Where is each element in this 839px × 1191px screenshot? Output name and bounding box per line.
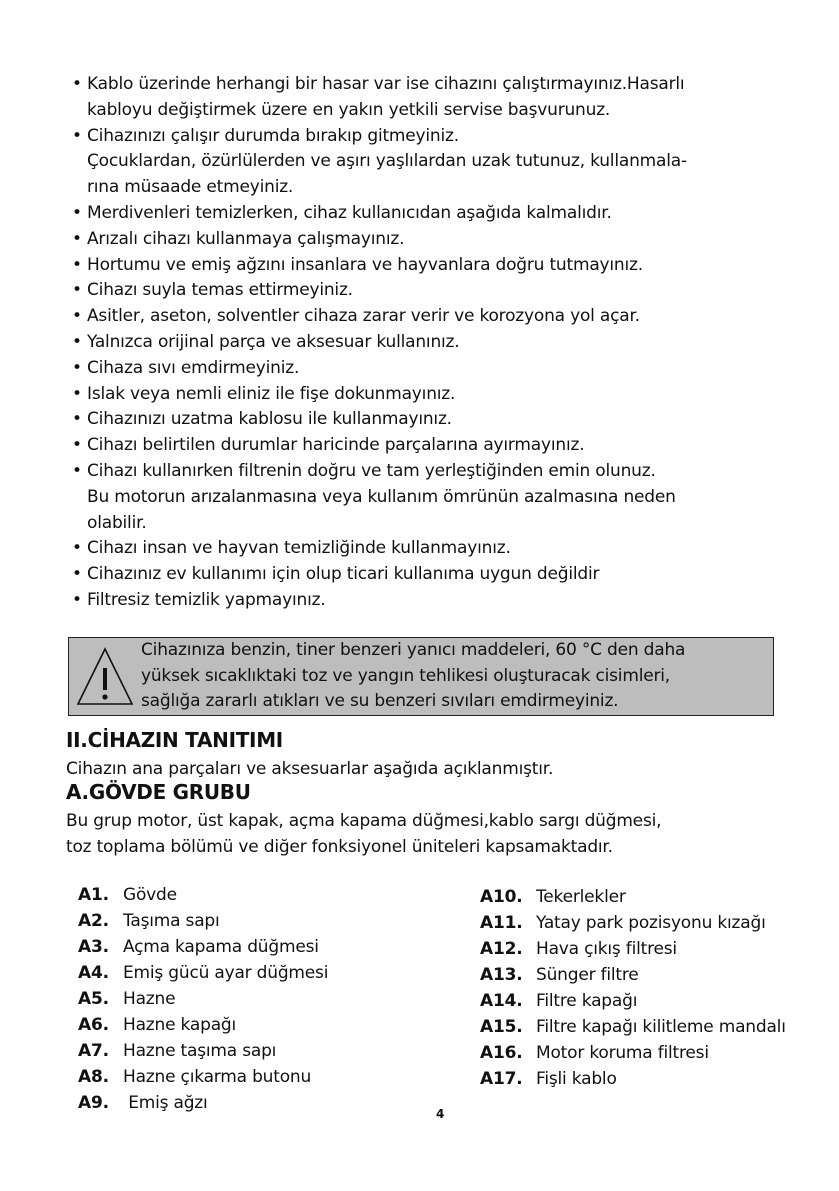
safety-bullet: • Filtresiz temizlik yapmayınız. [72,588,772,614]
part-item [480,1066,786,1092]
safety-bullet: • Arızalı cihazı kullanmaya çalışmayınız. [72,227,772,253]
part-item [480,910,786,936]
safety-bullet: • Kablo üzerinde herhangi bir hasar var ise cihazını çalıştırmayınız.Hasarlı kabloyu değiştirmek üzere en yakın yetkili servise başvurunuz. [72,72,772,124]
safety-bullet: • Cihazı belirtilen durumlar haricinde parçalarına ayırmayınız. [72,433,772,459]
part-name: Filtre kapağı [536,991,638,1011]
part-name: Hazne [123,989,176,1009]
subsection-text: Bu grup motor, üst kapak, açma kapama düğmesi,kablo sargı düğmesi, toz toplama bölümü ve diğer fonksiyonel üniteleri kapsamaktadır. [66,811,662,857]
part-code: A14. [480,991,523,1011]
part-code: A7. [78,1041,109,1061]
part-code: A12. [480,939,523,959]
part-name: Emiş gücü ayar düğmesi [123,963,329,983]
subsection-title: A.GÖVDE GRUBU [66,780,251,804]
part-name: Emiş ağzı [123,1093,208,1113]
warning-text: Cihazınıza benzin, tiner benzeri yanıcı maddeleri, 60 °C den daha yüksek sıcaklıktaki toz ve yangın tehlikesi oluşturacak cisimleri, sağlığa zararlı atıkları ve su benzeri sıvıları emdirmeyiniz. [141,640,686,712]
safety-bullet: • Cihazınızı uzatma kablosu ile kullanmayınız. [72,407,772,433]
part-item [480,884,786,910]
safety-bullet: • Hortumu ve emiş ağzını insanlara ve hayvanlara doğru tutmayınız. [72,253,772,279]
part-item [480,1014,786,1040]
part-name: Hazne çıkarma butonu [123,1067,312,1087]
part-code: A2. [78,911,109,931]
part-item [78,1038,328,1064]
part-code: A6. [78,1015,109,1035]
part-code: A9. [78,1093,109,1113]
part-name: Gövde [123,885,177,905]
safety-bullet: • Cihazı kullanırken filtrenin doğru ve tam yerleştiğinden emin olunuz. Bu motorun arızalanmasına veya kullanım ömrünün azalmasına neden olabilir. [72,459,772,536]
warning-box [68,637,774,716]
part-name: Sünger filtre [536,965,639,985]
part-item [78,986,328,1012]
part-code: A11. [480,913,523,933]
part-code: A4. [78,963,109,983]
safety-bullet: • Asitler, aseton, solventler cihaza zarar verir ve korozyona yol açar. [72,304,772,330]
part-code: A17. [480,1069,523,1089]
part-item [78,934,328,960]
warning-triangle-icon [75,646,135,708]
safety-bullet: • Cihazı suyla temas ettirmeyiniz. [72,278,772,304]
safety-bullet: • Cihazınız ev kullanımı için olup ticari kullanıma uygun değildir [72,562,772,588]
page-number: 4 [436,1107,445,1121]
part-item [78,1012,328,1038]
safety-bullet: • Islak veya nemli eliniz ile fişe dokunmayınız. [72,382,772,408]
part-name: Hava çıkış filtresi [536,939,677,959]
part-code: A15. [480,1017,523,1037]
part-code: A5. [78,989,109,1009]
part-item [78,1090,328,1116]
part-name: Filtre kapağı kilitleme mandalı [536,1017,786,1037]
part-code: A1. [78,885,109,905]
part-item [78,960,328,986]
safety-bullet: • Cihazınızı çalışır durumda bırakıp gitmeyiniz. Çocuklardan, özürlülerden ve aşırı yaşlılardan uzak tutunuz, kullanmala- rına müsaade etmeyiniz. [72,124,772,201]
part-name: Hazne kapağı [123,1015,237,1035]
part-name: Hazne taşıma sapı [123,1041,277,1061]
safety-bullet: • Yalnızca orijinal parça ve aksesuar kullanınız. [72,330,772,356]
part-name: Yatay park pozisyonu kızağı [536,913,766,933]
part-item [78,1064,328,1090]
parts-list-left [78,882,328,1116]
section-title: II.CİHAZIN TANITIMI [66,728,283,752]
part-item [480,962,786,988]
part-code: A10. [480,887,523,907]
safety-bullet: • Cihazı insan ve hayvan temizliğinde kullanmayınız. [72,536,772,562]
part-name: Fişli kablo [536,1069,617,1089]
part-item [480,936,786,962]
part-name: Açma kapama düğmesi [123,937,319,957]
part-name: Taşıma sapı [123,911,220,931]
part-item [78,908,328,934]
part-item [78,882,328,908]
safety-bullet: • Merdivenleri temizlerken, cihaz kullanıcıdan aşağıda kalmalıdır. [72,201,772,227]
part-code: A3. [78,937,109,957]
part-code: A13. [480,965,523,985]
part-code: A8. [78,1067,109,1087]
part-code: A16. [480,1043,523,1063]
safety-bullet-list [72,72,772,614]
part-name: Tekerlekler [536,887,626,907]
part-name: Motor koruma filtresi [536,1043,709,1063]
parts-list-right [480,884,786,1092]
safety-bullet: • Cihaza sıvı emdirmeyiniz. [72,356,772,382]
part-item [480,1040,786,1066]
part-item [480,988,786,1014]
section-intro: Cihazın ana parçaları ve aksesuarlar aşağıda açıklanmıştır. [66,759,554,779]
